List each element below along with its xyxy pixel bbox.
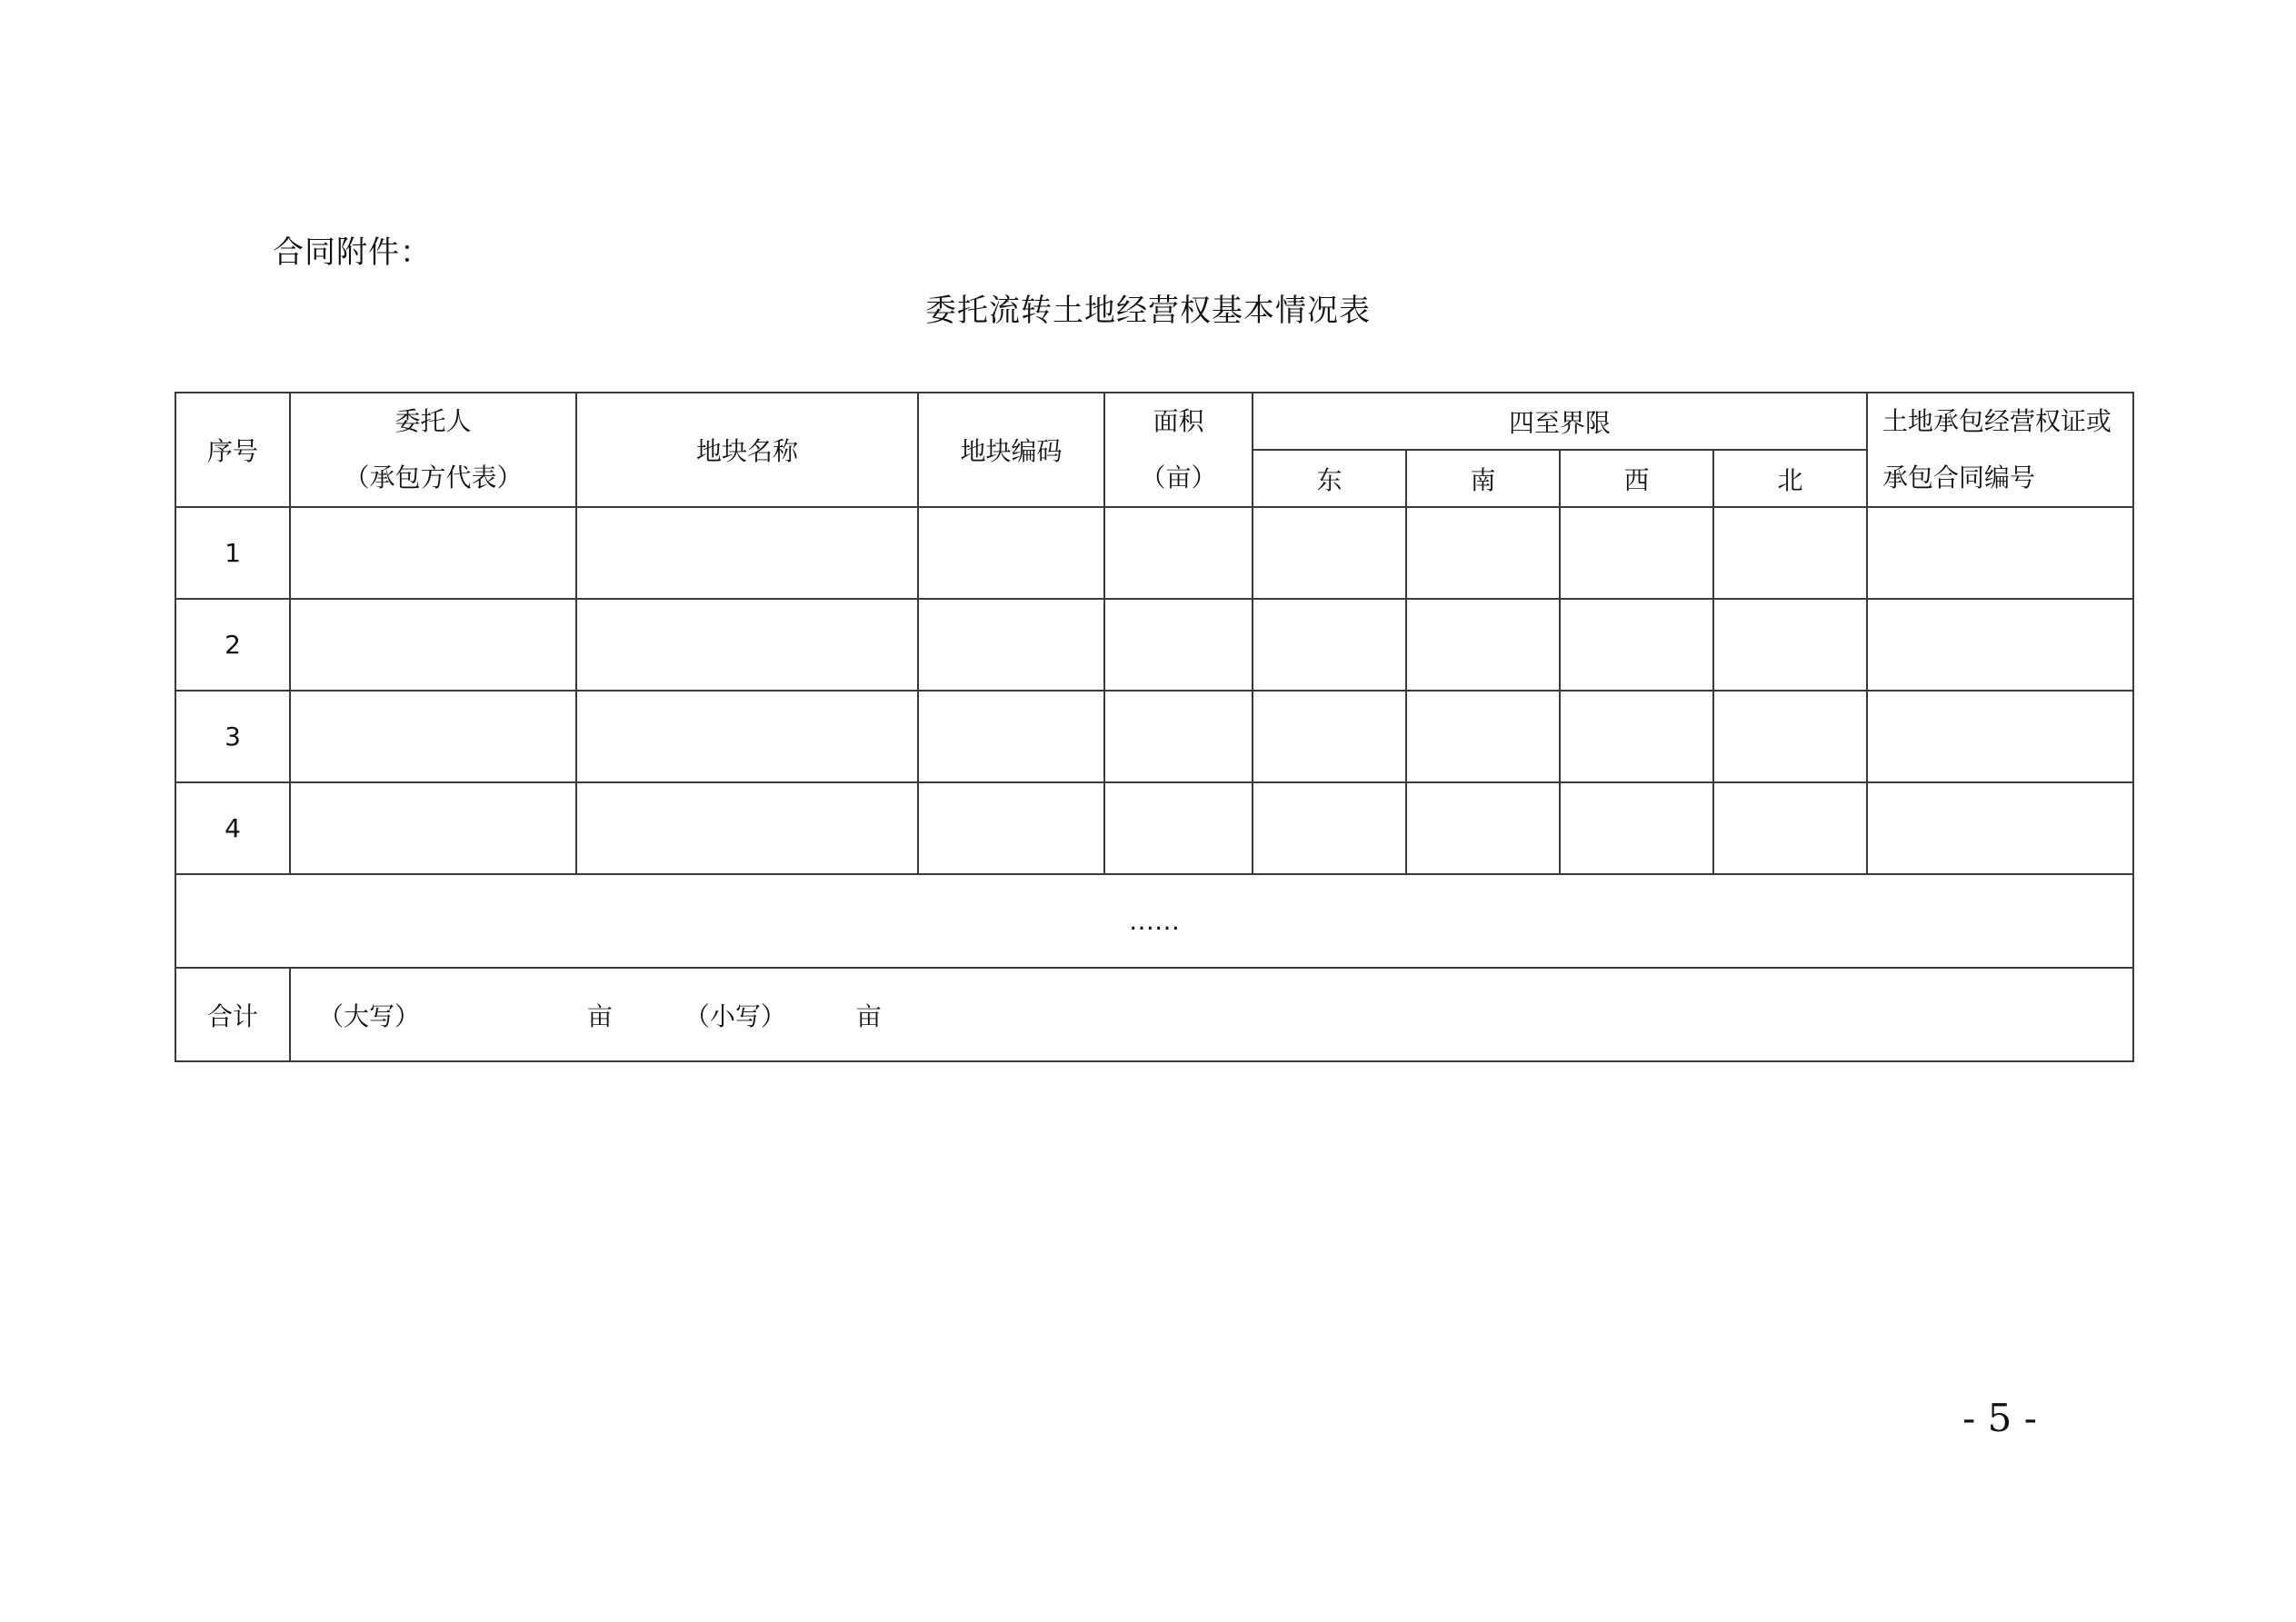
header-south: 南 [1406,450,1560,507]
total-upper-label: （大写） [318,1000,421,1031]
cell-north [1713,691,1867,782]
cell-certificate [1867,691,2133,782]
total-lower-label: （小写） [684,1000,786,1031]
cell-area [1104,599,1253,691]
header-seq: 序号 [175,393,290,507]
header-area [1104,393,1253,507]
cell-certificate [1867,507,2133,599]
cell-plot-name [576,599,918,691]
cell-plot-code [918,507,1104,599]
row-seq: 4 [175,782,290,874]
table-row [175,507,2133,599]
cell-west [1560,782,1713,874]
header-north: 北 [1713,450,1867,507]
row-seq: 1 [175,507,290,599]
cell-plot-name [576,691,918,782]
cell-principal [290,782,576,874]
cell-plot-name [576,782,918,874]
cell-plot-code [918,599,1104,691]
cell-plot-code [918,691,1104,782]
cell-east [1253,691,1406,782]
cell-east [1253,599,1406,691]
table-row [175,782,2133,874]
header-principal-line2: （承包方代表） [344,463,523,493]
cell-east [1253,507,1406,599]
cell-south [1406,782,1560,874]
cell-principal [290,691,576,782]
header-plot-name: 地块名称 [576,393,918,507]
cell-south [1406,507,1560,599]
ellipsis-cell: …… [175,874,2133,968]
total-unit-lower: 亩 [855,1000,882,1031]
cell-principal [290,599,576,691]
header-certificate [1867,393,2133,507]
cell-north [1713,599,1867,691]
header-area-line1: 面积 [1153,406,1204,436]
header-west: 西 [1560,450,1713,507]
total-values [290,968,2133,1061]
cell-certificate [1867,782,2133,874]
row-seq: 2 [175,599,290,691]
total-unit-upper: 亩 [586,1000,613,1031]
total-row [175,968,2133,1061]
ellipsis-row [175,874,2133,968]
cell-east [1253,782,1406,874]
cell-area [1104,782,1253,874]
table-row [175,691,2133,782]
document-title: 委托流转土地经营权基本情况表 [925,293,1371,329]
header-certificate-line1: 土地承包经营权证或 [1882,406,2112,436]
cell-certificate [1867,599,2133,691]
header-area-line2: （亩） [1140,463,1217,493]
cell-south [1406,691,1560,782]
attachment-label: 合同附件： [273,234,432,271]
cell-area [1104,691,1253,782]
header-plot-code: 地块编码 [918,393,1104,507]
header-certificate-line2: 承包合同编号 [1882,463,2036,493]
cell-south [1406,599,1560,691]
cell-area [1104,507,1253,599]
cell-plot-code [918,782,1104,874]
total-label: 合计 [175,968,290,1061]
cell-north [1713,507,1867,599]
table-row [175,599,2133,691]
cell-principal [290,507,576,599]
page-number: - 5 - [1962,1396,2037,1440]
header-principal-line1: 委托人 [394,406,472,436]
land-info-table [175,392,2134,1062]
header-principal [290,393,576,507]
cell-west [1560,507,1713,599]
header-boundary: 四至界限 [1253,393,1867,450]
cell-plot-name [576,507,918,599]
cell-west [1560,691,1713,782]
row-seq: 3 [175,691,290,782]
cell-west [1560,599,1713,691]
cell-north [1713,782,1867,874]
header-east: 东 [1253,450,1406,507]
